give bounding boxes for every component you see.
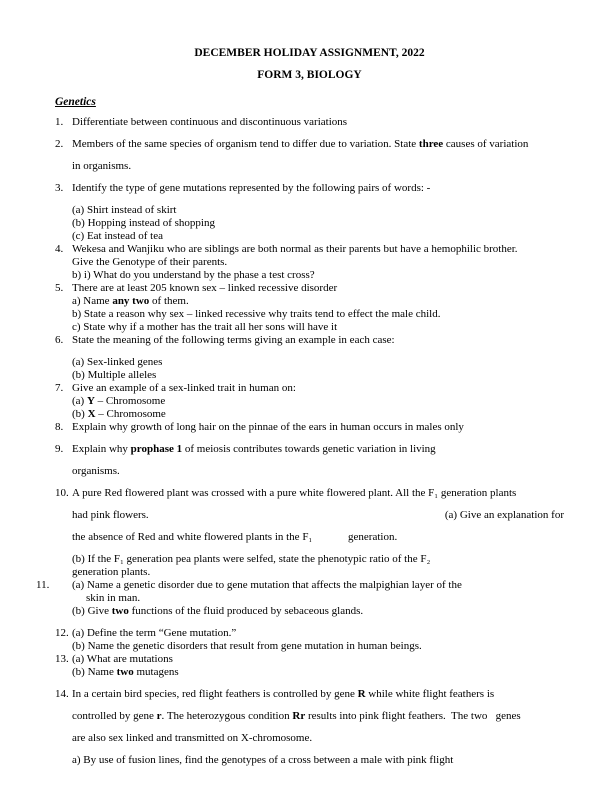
question-line: in organisms. xyxy=(72,160,132,172)
question-line: Explain why growth of long hair on the pinnae of the ears in human occurs in males only xyxy=(72,421,464,433)
question-line: (a) Define the term “Gene mutation.” xyxy=(72,627,237,639)
question-line: (a) Shirt instead of skirt xyxy=(72,204,177,216)
question-body xyxy=(72,243,564,282)
question-body xyxy=(72,421,564,434)
question-item xyxy=(55,487,564,579)
question-body xyxy=(72,182,564,243)
question-item xyxy=(55,282,564,334)
question-body xyxy=(72,138,564,182)
question-body xyxy=(72,653,564,679)
question-body xyxy=(72,487,564,579)
question-line: Explain why prophase 1 of meiosis contributes towards genetic variation in living xyxy=(72,443,436,455)
question-number: 3. xyxy=(55,182,64,194)
question-line: (b) X – Chromosome xyxy=(72,408,166,420)
question-item xyxy=(55,627,564,653)
question-number: 6. xyxy=(55,334,64,346)
question-item xyxy=(55,334,564,382)
question-line: (b) Hopping instead of shopping xyxy=(72,217,215,229)
question-line: (b) Give two functions of the fluid produced by sebaceous glands. xyxy=(72,605,364,617)
split-right: (a) Give an explanation for xyxy=(444,509,564,521)
question-body xyxy=(72,116,564,138)
question-line: Wekesa and Wanjiku who are siblings are both normal as their parents but have a hemophilic brother. xyxy=(72,243,518,255)
question-line: (a) Y – Chromosome xyxy=(72,395,166,407)
question-body xyxy=(72,334,564,382)
question-line: organisms. xyxy=(72,465,120,477)
question-number: 1. xyxy=(55,116,64,128)
question-number: 13. xyxy=(55,653,69,665)
question-line: There are at least 205 known sex – linked recessive disorder xyxy=(72,282,338,294)
question-line: (b) If the F₁ generation pea plants were selfed, state the phenotypic ratio of the F₂ xyxy=(72,553,431,565)
question-line: generation plants. xyxy=(72,566,151,578)
question-line: Members of the same species of organism tend to differ due to variation. State three causes of variation xyxy=(72,138,529,150)
question-line: Give an example of a sex-linked trait in human on: xyxy=(72,382,296,394)
question-item xyxy=(55,653,564,679)
question-body xyxy=(72,688,564,767)
question-line: (a) Name a genetic disorder due to gene mutation that affects the malpighian layer of the xyxy=(72,579,462,591)
question-line: controlled by gene r. The heterozygous condition Rr results into pink flight feathers. The two genes xyxy=(72,710,521,722)
question-item xyxy=(55,443,564,487)
question-line: are also sex linked and transmitted on X-chromosome. xyxy=(72,732,313,744)
question-item xyxy=(55,421,564,434)
question-line: (a) What are mutations xyxy=(72,653,173,665)
document-subtitle: FORM 3, BIOLOGY xyxy=(257,69,362,81)
question-number: 8. xyxy=(55,421,64,433)
document-title: DECEMBER HOLIDAY ASSIGNMENT, 2022 xyxy=(194,47,425,59)
questions-list xyxy=(36,116,564,767)
question-line: the absence of Red and white flowered plants in the F₁ generation. xyxy=(72,531,398,543)
question-number: 10. xyxy=(55,487,69,499)
question-line: Identify the type of gene mutations represented by the following pairs of words: - xyxy=(72,182,431,194)
question-body xyxy=(72,282,564,334)
question-line: State the meaning of the following terms giving an example in each case: xyxy=(72,334,395,346)
question-line: a) By use of fusion lines, find the genotypes of a cross between a male with pink flight xyxy=(72,754,454,766)
question-item xyxy=(55,182,564,243)
question-line: Differentiate between continuous and discontinuous variations xyxy=(72,116,348,128)
question-line: c) State why if a mother has the trait all her sons will have it xyxy=(72,321,338,333)
split-left: had pink flowers. xyxy=(72,509,149,521)
question-number: 12. xyxy=(55,627,69,639)
question-item xyxy=(36,579,564,618)
question-item xyxy=(55,382,564,421)
question-line: a) Name any two of them. xyxy=(72,295,189,307)
question-line: Give the Genotype of their parents. xyxy=(72,256,228,268)
question-line: b) i) What do you understand by the phase a test cross? xyxy=(72,269,315,281)
question-number: 14. xyxy=(55,688,69,700)
question-item xyxy=(55,243,564,282)
question-body xyxy=(72,627,564,653)
question-body xyxy=(72,382,564,421)
question-line xyxy=(72,509,564,522)
question-line: (c) Eat instead of tea xyxy=(72,230,164,242)
question-number: 2. xyxy=(55,138,64,150)
question-body xyxy=(72,443,564,487)
question-line: (b) Name the genetic disorders that result from gene mutation in human beings. xyxy=(72,640,422,652)
question-number: 5. xyxy=(55,282,64,294)
question-line: skin in man. xyxy=(86,592,141,604)
question-line: (a) Sex-linked genes xyxy=(72,356,163,368)
question-line: (b) Name two mutagens xyxy=(72,666,179,678)
question-line: b) State a reason why sex – linked recessive why traits tend to effect the male child. xyxy=(72,308,441,320)
section-heading-genetics: Genetics xyxy=(55,96,96,108)
question-number: 7. xyxy=(55,382,64,394)
question-item xyxy=(55,688,564,767)
question-line: (b) Multiple alleles xyxy=(72,369,157,381)
question-number: 9. xyxy=(55,443,64,455)
question-line: In a certain bird species, red flight feathers is controlled by gene R while white flight feathers is xyxy=(72,688,495,700)
question-number: 11. xyxy=(36,579,50,591)
question-item xyxy=(55,138,564,182)
question-line: A pure Red flowered plant was crossed with a pure white flowered plant. All the F₁ generation plants xyxy=(72,487,517,499)
question-body xyxy=(72,579,564,618)
question-number: 4. xyxy=(55,243,64,255)
question-item xyxy=(55,116,564,138)
